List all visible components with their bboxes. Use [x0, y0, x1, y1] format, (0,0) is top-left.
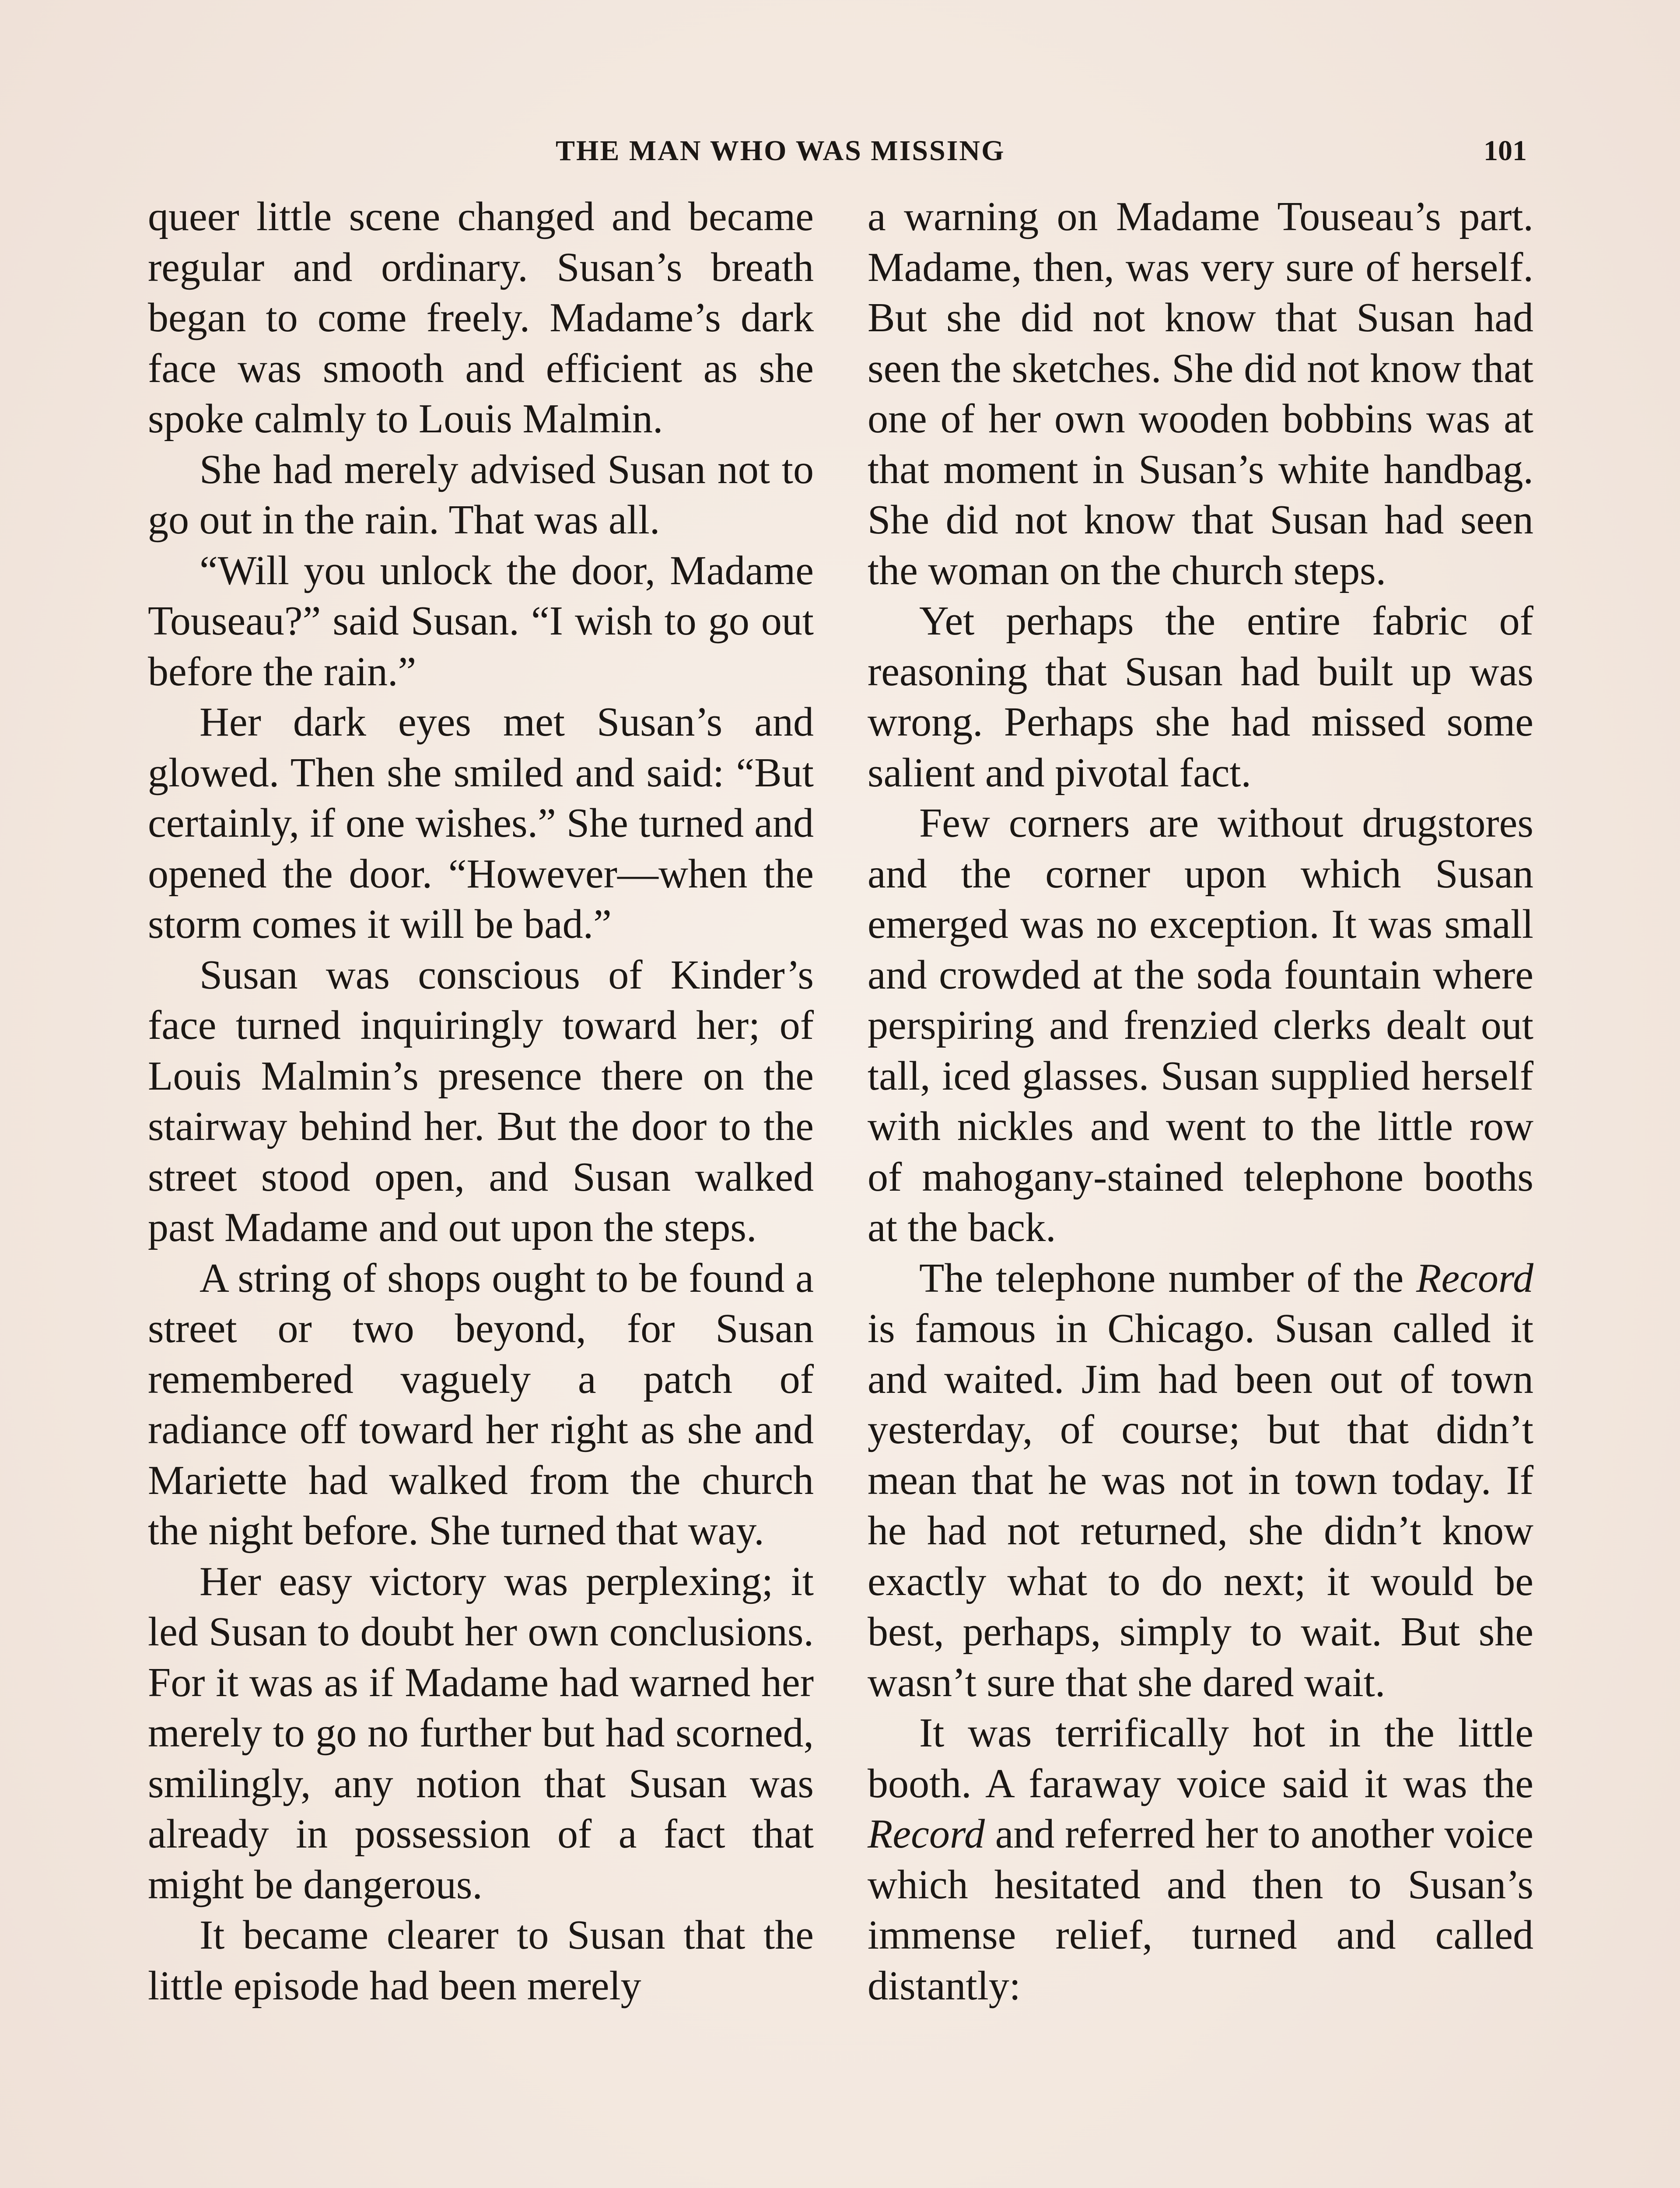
paragraph: Few corners are without drugstores and the corner upon which Susan emerged was no exception. It was small and crowded at the soda fountain where perspiring and frenzied clerks dealt out tall, iced glasses. Susan supplied herself with nickles and went to the little row of mahogany-stained telephone booths at the back.: [868, 800, 1533, 1250]
paragraph: [868, 1253, 1533, 1708]
running-head: [499, 131, 1680, 171]
paragraph: Her easy victory was perplexing; it led Susan to doubt her own conclusions. For it was as if Madame had warned her merely to go no further but had scorned, smilingly, any notion that Susan was already in possession of a fact that might be dangerous.: [148, 1558, 814, 1907]
text-run: is famous in Chicago. Susan called it and waited. Jim had been out of town yesterday, of course; but that didn’t mean that he was not in town today. If he had not returned, she didn’t know exactly what to do next; it would be best, perhaps, simply to wait. But she wasn’t sure that she dared wait.: [868, 1306, 1533, 1705]
text-run: and referred her to another voice which hesitated and then to Susan’s immense relief, turned and called distantly:: [868, 1811, 1533, 2009]
text-run: The telephone number of the: [919, 1255, 1417, 1301]
text-run: It was terrifically hot in the little booth. A faraway voice said it was the: [868, 1710, 1533, 1806]
newspaper-name: Record: [868, 1811, 985, 1857]
left-column: [148, 192, 814, 2011]
paragraph: a warning on Madame Touseau’s part. Madame, then, was very sure of herself. But she did not know that Susan had seen the sketches. She did not know that one of her own wooden bobbins was at that moment in Susan’s white handbag. She did not know that Susan had seen the woman on the church steps.: [868, 194, 1533, 593]
paragraph: Her dark eyes met Susan’s and glowed. Then she smiled and said: “But certainly, if one wishes.” She turned and opened the door. “However—when the storm comes it will be bad.”: [148, 699, 814, 947]
paragraph: She had merely advised Susan not to go out in the rain. That was all.: [148, 446, 814, 543]
paragraph: [868, 1708, 1533, 2011]
right-column: [868, 192, 1533, 2011]
paragraph: queer little scene changed and became regular and ordinary. Susan’s breath began to come freely. Madame’s dark face was smooth and efficient as she spoke calmly to Louis Malmin.: [148, 194, 814, 442]
paragraph: “Will you unlock the door, Madame Touseau?” said Susan. “I wish to go out before the rain.”: [148, 547, 814, 694]
running-title: THE MAN WHO WAS MISSING: [556, 135, 1005, 167]
paragraph: Susan was conscious of Kinder’s face turned inquiringly toward her; of Louis Malmin’s presence there on the stairway behind her. But the door to the street stood open, and Susan walked past Madame and out upon the steps.: [148, 952, 814, 1250]
page-number: 101: [1484, 135, 1527, 167]
paragraph: A string of shops ought to be found a street or two beyond, for Susan remembered vaguely a patch of radiance off toward her right as she and Mariette had walked from the church the night before. She turned that way.: [148, 1255, 814, 1553]
paragraph: Yet perhaps the entire fabric of reasoning that Susan had built up was wrong. Perhaps she had missed some salient and pivotal fact.: [868, 598, 1533, 796]
paragraph: It became clearer to Susan that the little episode had been merely: [148, 1912, 814, 2009]
newspaper-name: Record: [1416, 1255, 1533, 1301]
